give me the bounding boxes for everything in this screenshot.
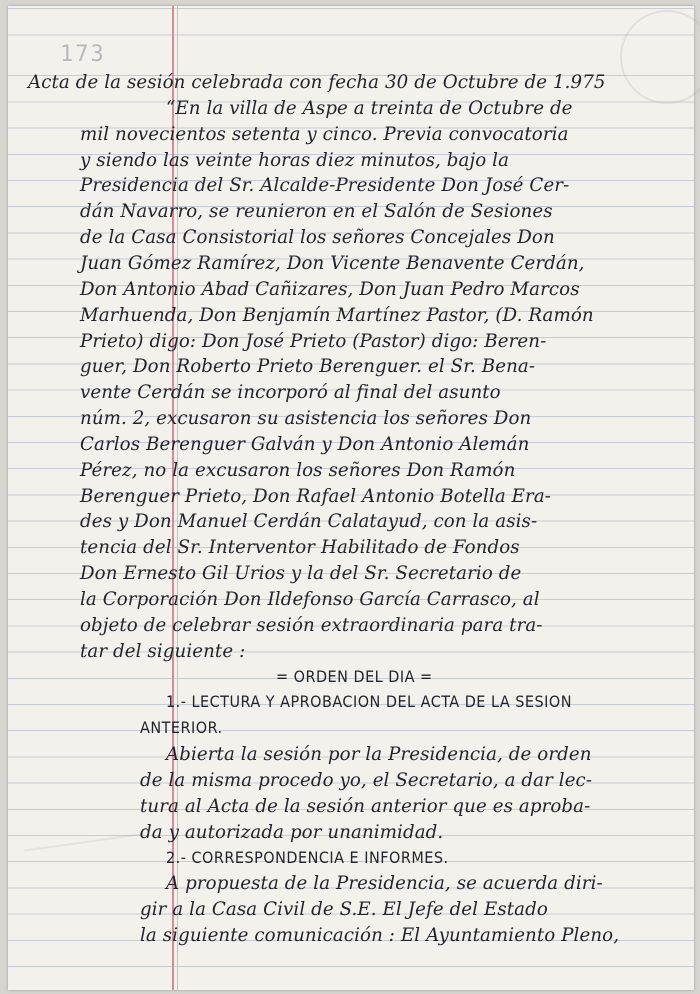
text-line: la siguiente comunicación : El Ayuntamiento Pleno, — [140, 925, 620, 947]
text-line: tura al Acta de la sesión anterior que es aproba- — [140, 795, 591, 817]
text-line: da y autorizada por unanimidad. — [140, 821, 444, 843]
text-line: Marhuenda, Don Benjamín Martínez Pastor, (D. Ramón — [80, 304, 594, 326]
text-line: la Corporación Don Ildefonso García Carrasco, al — [80, 589, 540, 610]
text-line: guer, Don Roberto Prieto Berenguer. el Sr. Bena- — [80, 356, 536, 378]
text-line: Carlos Berenguer Galván y Don Antonio Alemán — [80, 433, 530, 455]
text-line: 2.- CORRESPONDENCIA E INFORMES. — [166, 847, 449, 867]
text-line: mil novecientos setenta y cinco. Previa convocatoria — [80, 123, 569, 145]
text-line: tar del siguiente : — [80, 640, 246, 662]
text-line: = ORDEN DEL DIA = — [276, 666, 433, 686]
text-line: Don Ernesto Gil Urios y la del Sr. Secretario de — [80, 563, 522, 585]
text-line: Abierta la sesión por la Presidencia, de orden — [166, 744, 592, 766]
faint-seal-stamp — [620, 10, 700, 104]
text-line: A propuesta de la Presidencia, se acuerda diri- — [166, 873, 603, 895]
faint-signature-bleedthrough — [24, 833, 151, 911]
text-line: ANTERIOR. — [140, 718, 223, 738]
text-line: Don Antonio Abad Cañizares, Don Juan Pedro Marcos — [80, 278, 580, 300]
text-line: Berenguer Prieto, Don Rafael Antonio Botella Era- — [80, 485, 552, 507]
text-line: tencia del Sr. Interventor Habilitado de Fondos — [80, 537, 520, 559]
text-line: objeto de celebrar sesión extraordinaria para tra- — [80, 614, 543, 636]
text-line: des y Don Manuel Cerdán Calatayud, con la asis- — [80, 511, 538, 533]
text-line: de la misma procedo yo, el Secretario, a dar lec- — [140, 769, 593, 791]
text-line: Acta de la sesión celebrada con fecha 30 de Octubre de 1.975 — [28, 72, 606, 93]
text-line: y siendo las veinte horas diez minutos, bajo la — [80, 149, 510, 171]
text-line: Presidencia del Sr. Alcalde-Presidente Don José Cer- — [80, 175, 570, 197]
text-line: vente Cerdán se incorporó al final del asunto — [80, 382, 501, 404]
text-line: “En la villa de Aspe a treinta de Octubre de — [166, 97, 573, 119]
text-line: gir a la Casa Civil de S.E. El Jefe del Estado — [140, 899, 548, 921]
text-line: Prieto) digo: Don José Prieto (Pastor) digo: Beren- — [80, 330, 547, 352]
ledger-page — [8, 6, 694, 990]
text-line: núm. 2, excusaron su asistencia los señores Don — [80, 408, 532, 430]
page-number: 173 — [60, 42, 106, 67]
text-line: 1.- LECTURA Y APROBACION DEL ACTA DE LA SESION — [166, 692, 572, 712]
text-line: de la Casa Consistorial los señores Concejales Don — [80, 227, 555, 249]
text-line: dán Navarro, se reunieron en el Salón de Sesiones — [80, 201, 553, 223]
text-line: Juan Gómez Ramírez, Don Vicente Benavente Cerdán, — [80, 252, 585, 274]
text-line: Pérez, no la excusaron los señores Don Ramón — [80, 459, 516, 481]
